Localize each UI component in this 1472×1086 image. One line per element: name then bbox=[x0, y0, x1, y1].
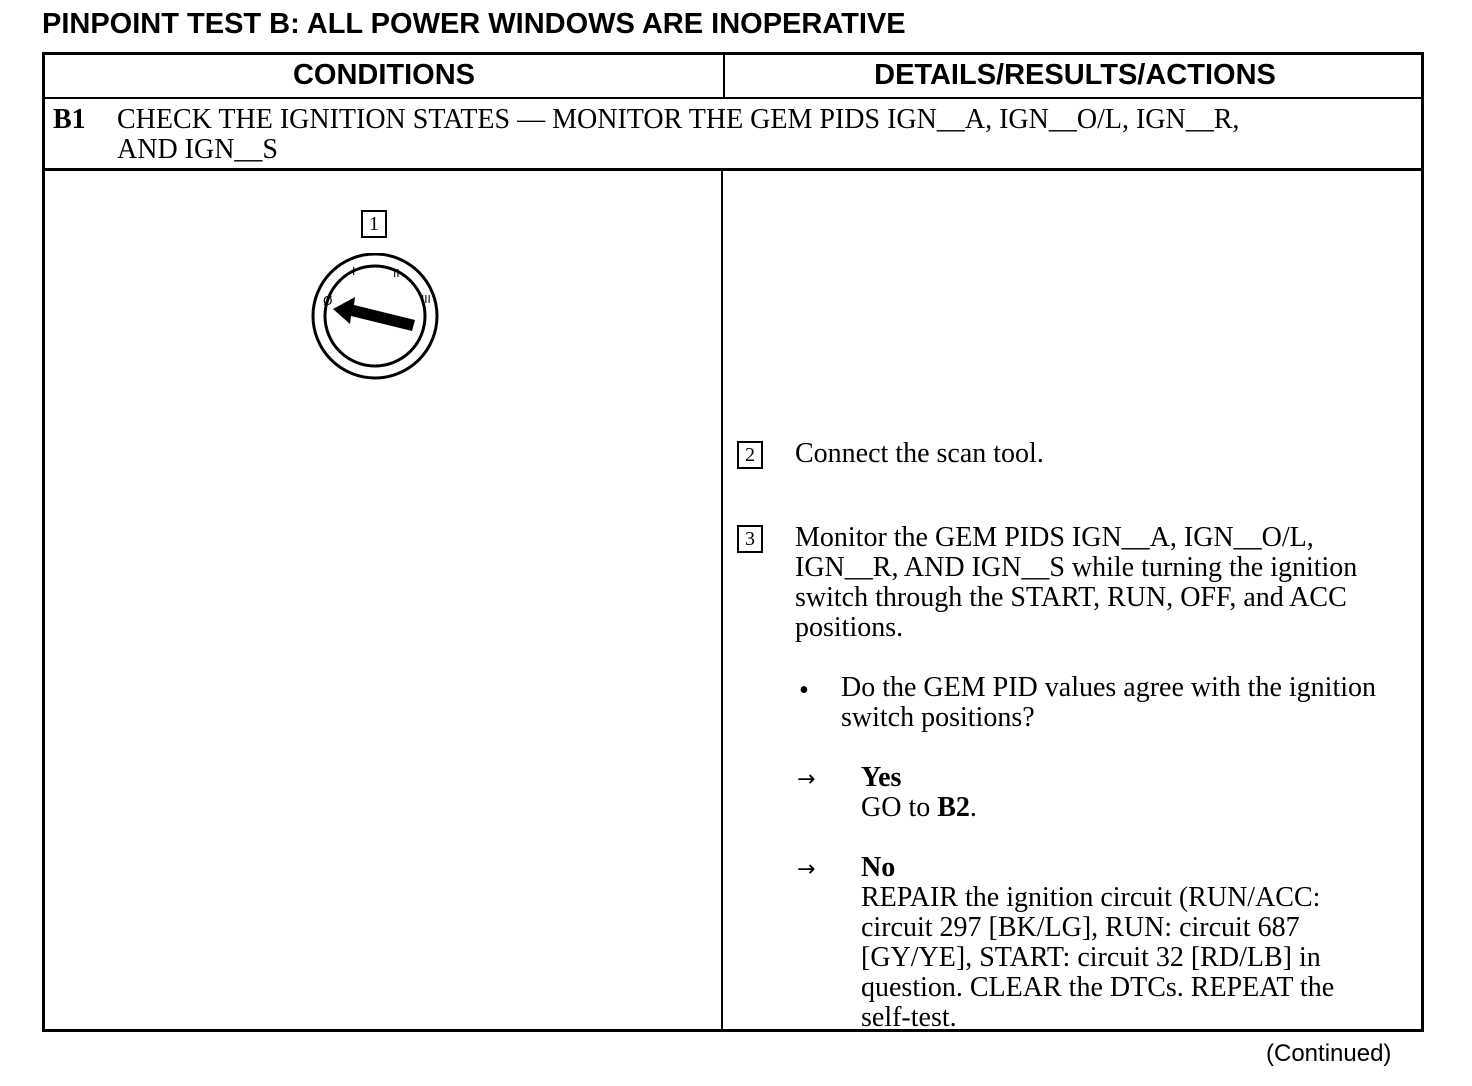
page-title: PINPOINT TEST B: ALL POWER WINDOWS ARE INOPERATIVE bbox=[42, 8, 906, 40]
mark-3: III bbox=[421, 293, 431, 306]
no-result bbox=[861, 853, 1334, 1033]
header-details: DETAILS/RESULTS/ACTIONS bbox=[874, 59, 1276, 91]
mark-1: I bbox=[352, 265, 356, 278]
mark-2: II bbox=[393, 267, 400, 280]
no-arrow-icon: → bbox=[797, 857, 816, 882]
ignition-switch-icon bbox=[305, 253, 445, 383]
no-action-line: self-test. bbox=[861, 1002, 957, 1033]
yes-action: GO to B2. bbox=[861, 792, 977, 823]
column-divider bbox=[721, 171, 723, 1032]
step-number: B1 bbox=[53, 104, 86, 135]
action-monitor-pids bbox=[795, 523, 1357, 643]
action-line: IGN__R, AND IGN__S while turning the ignition bbox=[795, 552, 1358, 583]
yes-arrow-icon: → bbox=[797, 767, 816, 792]
no-action-line: REPAIR the ignition circuit (RUN/ACC: bbox=[861, 882, 1321, 913]
continued-note: (Continued) bbox=[1266, 1040, 1392, 1067]
bullet: • bbox=[799, 675, 809, 706]
step-title-line: CHECK THE IGNITION STATES — MONITOR THE GEM PIDS IGN__A, IGN__O/L, IGN__R, bbox=[117, 104, 1240, 135]
question-line: Do the GEM PID values agree with the ignition bbox=[841, 672, 1377, 703]
no-action-line: question. CLEAR the DTCs. REPEAT the bbox=[861, 972, 1335, 1003]
action-line: Connect the scan tool. bbox=[795, 438, 1044, 469]
callout-2: 2 bbox=[737, 441, 763, 469]
header-conditions: CONDITIONS bbox=[292, 59, 476, 91]
column-divider bbox=[723, 55, 725, 99]
callout-3: 3 bbox=[737, 525, 763, 553]
yes-label: Yes bbox=[861, 762, 902, 793]
step-title-line: AND IGN__S bbox=[117, 134, 278, 165]
step-title bbox=[117, 105, 1377, 165]
no-label: No bbox=[861, 852, 896, 883]
action-line: positions. bbox=[795, 612, 904, 643]
no-action-line: [GY/YE], START: circuit 32 [RD/LB] in bbox=[861, 942, 1321, 973]
question-line: switch positions? bbox=[841, 702, 1035, 733]
action-line: switch through the START, RUN, OFF, and ACC bbox=[795, 582, 1347, 613]
goto-target[interactable]: B2 bbox=[937, 792, 970, 823]
action-connect-scan-tool bbox=[795, 439, 1044, 469]
action-line: Monitor the GEM PIDS IGN__A, IGN__O/L, bbox=[795, 522, 1314, 553]
step-row bbox=[45, 99, 1421, 171]
callout-1: 1 bbox=[361, 210, 387, 238]
question bbox=[841, 673, 1376, 733]
table-header bbox=[45, 55, 1421, 99]
no-action-line: circuit 297 [BK/LG], RUN: circuit 687 bbox=[861, 912, 1300, 943]
mark-off: Ø bbox=[323, 294, 333, 308]
yes-result bbox=[861, 763, 977, 823]
pinpoint-table bbox=[42, 52, 1424, 1032]
